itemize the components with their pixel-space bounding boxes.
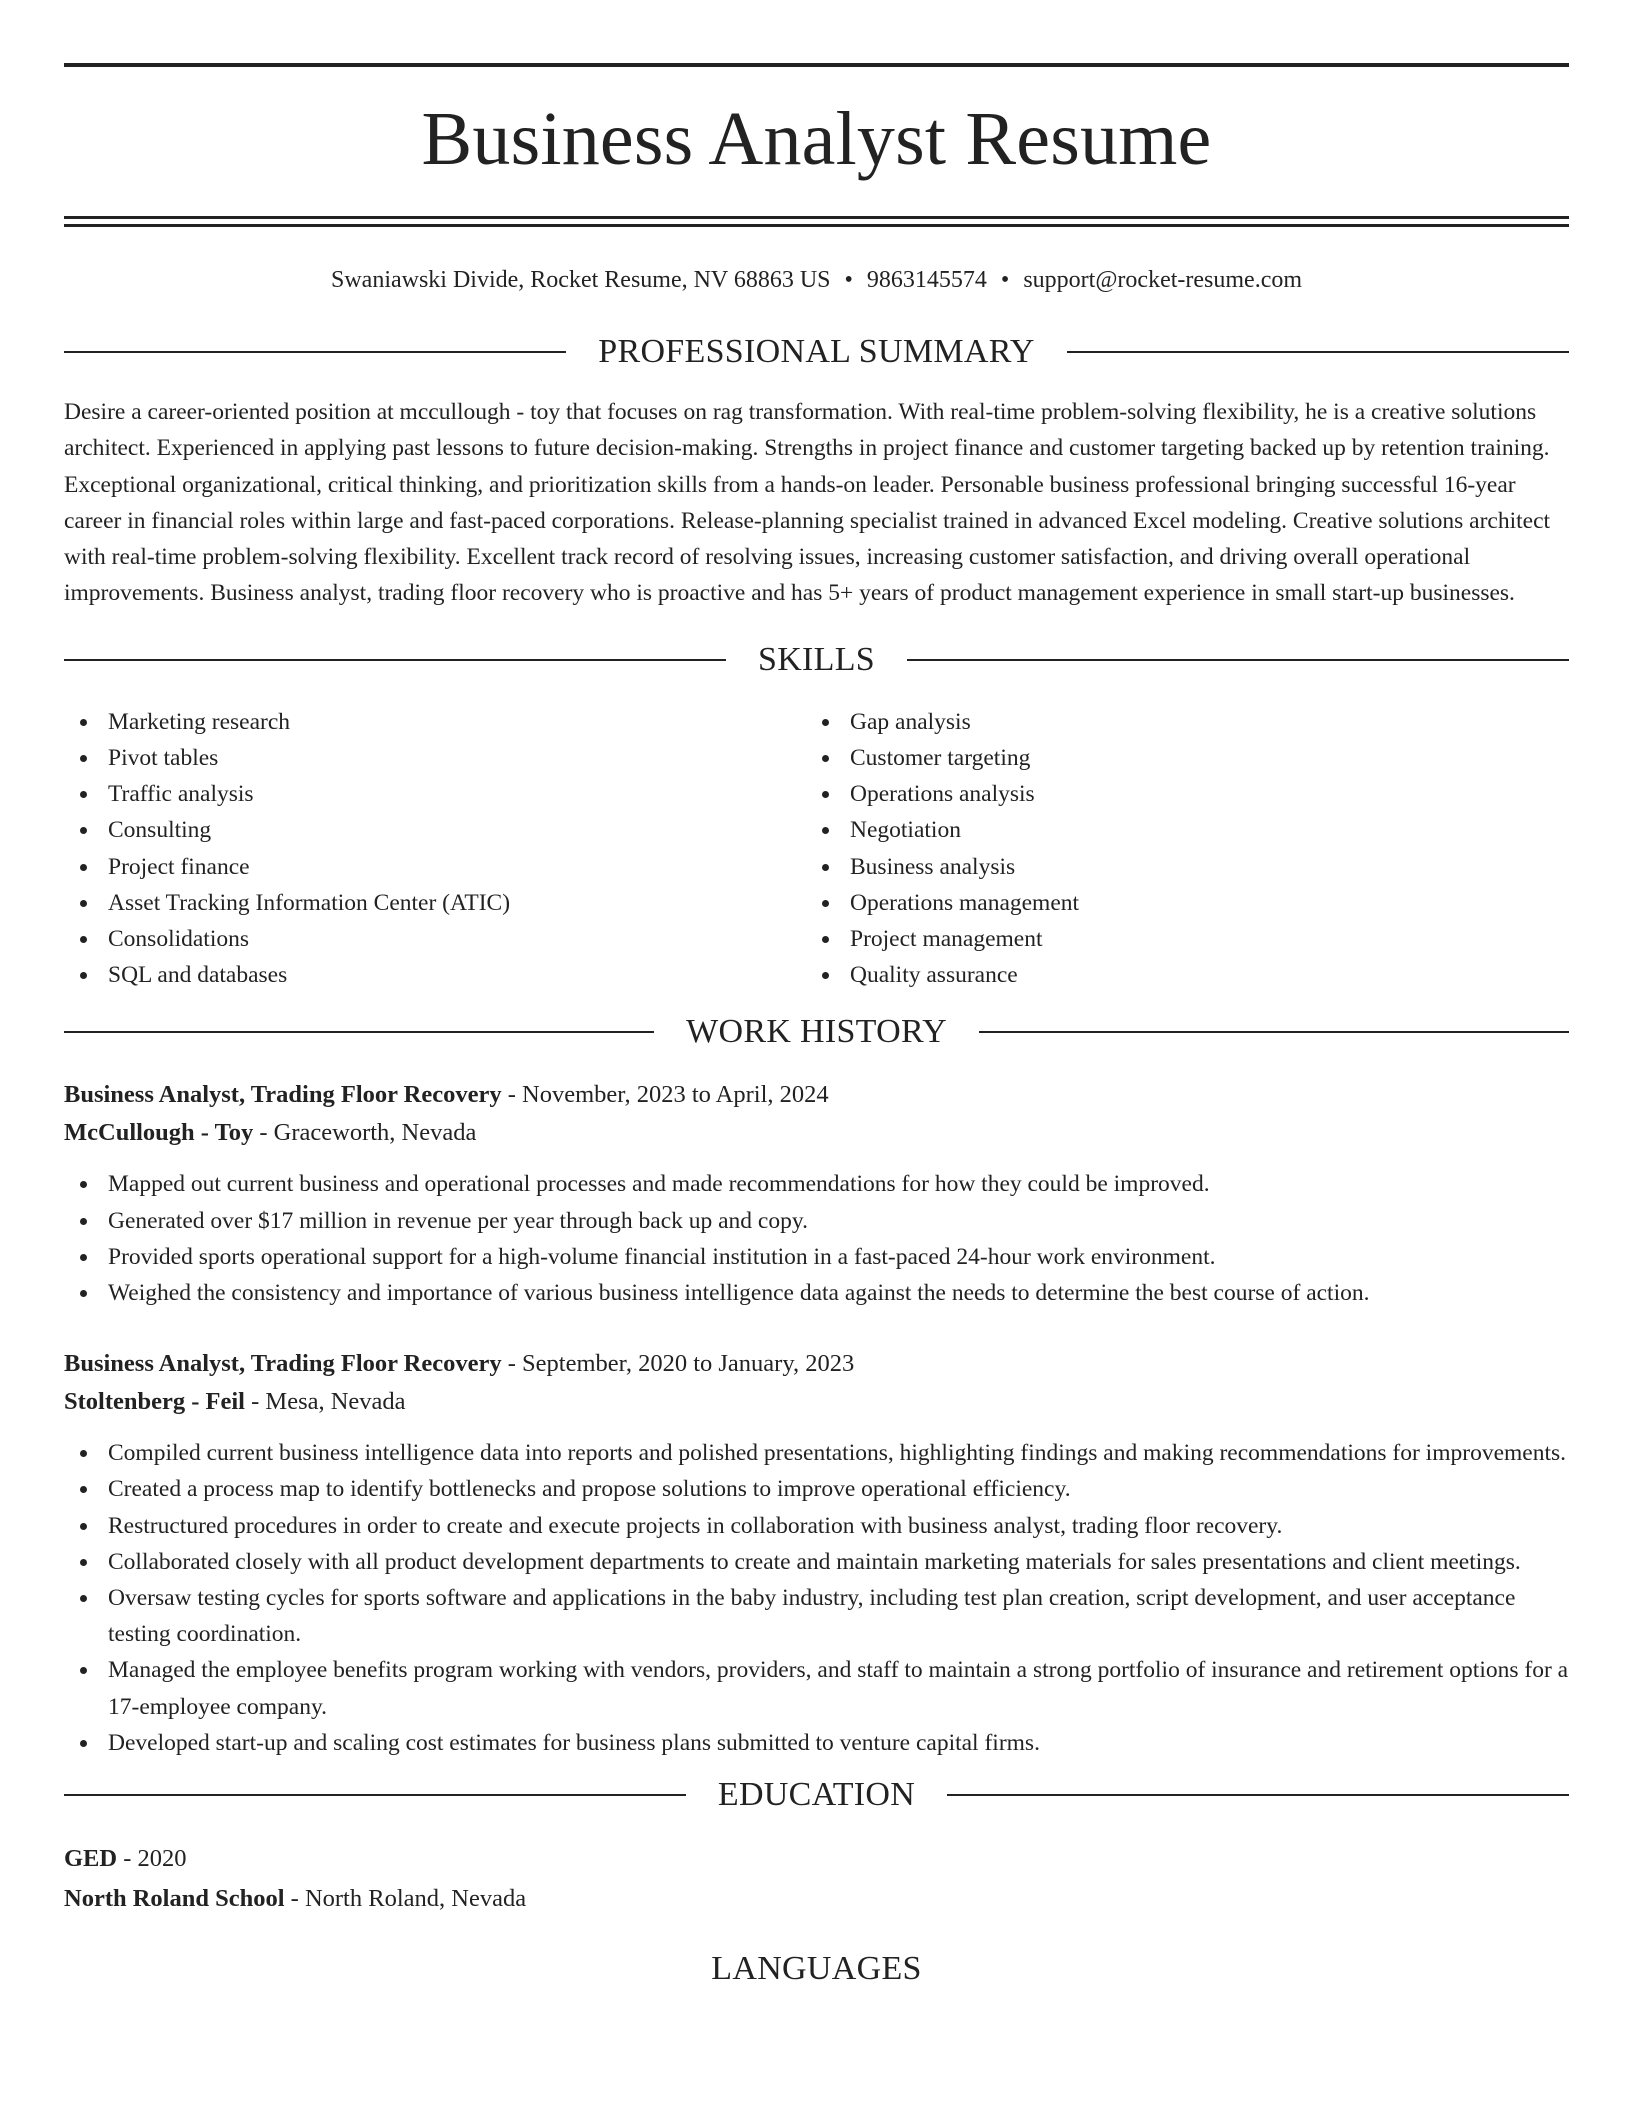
contact-address: Swaniawski Divide, Rocket Resume, NV 68863 US (330, 267, 831, 293)
education-year: - 2020 (117, 1845, 187, 1873)
section-heading-skills (64, 640, 1569, 680)
job-title-line (64, 1345, 1569, 1383)
duty-item: Developed start-up and scaling cost estimates for business plans submitted to venture capital firms. (64, 1725, 1569, 1761)
duty-item: Mapped out current business and operational processes and made recommendations for how they could be improved. (64, 1166, 1569, 1202)
skills-column-right (806, 704, 1548, 994)
heading-rule (64, 351, 566, 353)
contact-separator: • (1000, 267, 1010, 293)
skill-item: Negotiation (806, 812, 1548, 848)
duty-item: Generated over $17 million in revenue per year through back up and copy. (64, 1203, 1569, 1239)
contact-email: support@rocket-resume.com (1023, 267, 1303, 293)
heading-rule (907, 659, 1569, 661)
skill-item: Marketing research (64, 704, 806, 740)
skill-item: Traffic analysis (64, 776, 806, 812)
job-title-line (64, 1076, 1569, 1114)
section-heading-summary (64, 332, 1569, 372)
duty-item: Oversaw testing cycles for sports software and applications in the baby industry, including test plan creation, script development, and user acceptance testing coordination. (64, 1580, 1569, 1652)
skill-item: Business analysis (806, 849, 1548, 885)
job-title: Business Analyst, Trading Floor Recovery (64, 1081, 502, 1109)
job-title: Business Analyst, Trading Floor Recovery (64, 1350, 502, 1378)
job-dates: - September, 2020 to January, 2023 (501, 1350, 855, 1378)
education-school: North Roland School (64, 1885, 285, 1913)
heading-rule (64, 1794, 686, 1796)
heading-rule (64, 1968, 679, 1970)
skill-item: Operations management (806, 885, 1548, 921)
education-degree: GED (64, 1845, 118, 1873)
resume-title: Business Analyst Resume (421, 97, 1212, 181)
contact-separator: • (844, 267, 853, 293)
section-heading-label: WORK HISTORY (686, 1013, 947, 1051)
skill-item: Consulting (64, 812, 806, 848)
job-duties (64, 1166, 1569, 1311)
heading-rule (1067, 351, 1569, 353)
education-school-line (64, 1879, 1569, 1919)
section-heading-label: EDUCATION (717, 1776, 916, 1814)
job-location: - Mesa, Nevada (245, 1388, 406, 1416)
section-heading-label: LANGUAGES (711, 1950, 922, 1988)
section-heading-education (64, 1775, 1569, 1815)
heading-rule (64, 1031, 654, 1033)
job-company-line (64, 1114, 1569, 1152)
education-degree-line (64, 1839, 1569, 1879)
section-heading-languages (64, 1949, 1569, 1989)
heading-rule (947, 1794, 1569, 1796)
job-company: McCullough - Toy (64, 1119, 254, 1147)
skill-item: SQL and databases (64, 957, 806, 993)
heading-rule (64, 659, 726, 661)
skill-item: Asset Tracking Information Center (ATIC) (64, 885, 806, 921)
top-rule (64, 63, 1569, 67)
resume-page (64, 63, 1569, 1989)
job-duties (64, 1435, 1569, 1761)
section-heading-work (64, 1012, 1569, 1052)
duty-item: Collaborated closely with all product development departments to create and maintain marketing materials for sales presentations and client meetings. (64, 1544, 1569, 1580)
duty-item: Restructured procedures in order to create and execute projects in collaboration with business analyst, trading floor recovery. (64, 1508, 1569, 1544)
heading-rule (954, 1968, 1569, 1970)
job-dates: - November, 2023 to April, 2024 (501, 1081, 829, 1109)
education-entry (64, 1839, 1569, 1919)
duty-item: Created a process map to identify bottlenecks and propose solutions to improve operational efficiency. (64, 1471, 1569, 1507)
skill-item: Gap analysis (806, 704, 1548, 740)
skill-item: Project finance (64, 849, 806, 885)
contact-phone: 9863145574 (866, 267, 987, 293)
duty-item: Weighed the consistency and importance of various business intelligence data against the needs to determine the best course of action. (64, 1275, 1569, 1311)
skill-item: Operations analysis (806, 776, 1548, 812)
skill-item: Quality assurance (806, 957, 1548, 993)
education-location: - North Roland, Nevada (284, 1885, 527, 1913)
heading-rule (979, 1031, 1569, 1033)
job-location: - Graceworth, Nevada (253, 1119, 477, 1147)
contact-line (64, 264, 1569, 296)
section-heading-label: PROFESSIONAL SUMMARY (598, 333, 1035, 370)
title-double-rule (64, 216, 1569, 227)
professional-summary: Desire a career-oriented position at mccullough - toy that focuses on rag transformation. With real-time problem-solving flexibility, he is a creative solutions architect. Experienced in applying past lessons to future decision-making. Strengths in project finance and customer targeting backed up by retention training. Exceptional organizational, critical thinking, and prioritization skills from a hands-on leader. Personable business professional bringing successful 16-year career in financial roles within large and fast-paced corporations. Release-planning specialist trained in advanced Excel modeling. Creative solutions architect with real-time problem-solving flexibility. Excellent track record of resolving issues, increasing customer satisfaction, and driving overall operational improvements. Business analyst, trading floor recovery who is proactive and has 5+ years of product management experience in small start-up businesses. (64, 399, 1551, 607)
skill-item: Consolidations (64, 921, 806, 957)
job-entry (64, 1345, 1569, 1761)
job-company-line (64, 1383, 1569, 1421)
job-company: Stoltenberg - Feil (64, 1388, 245, 1416)
section-heading-label: SKILLS (757, 640, 876, 678)
skill-item: Pivot tables (64, 740, 806, 776)
skills-list (64, 704, 1569, 994)
duty-item: Compiled current business intelligence data into reports and polished presentations, highlighting findings and making recommendations for improvements. (64, 1435, 1569, 1471)
job-entry (64, 1076, 1569, 1311)
skill-item: Customer targeting (806, 740, 1548, 776)
skill-item: Project management (806, 921, 1548, 957)
duty-item: Managed the employee benefits program working with vendors, providers, and staff to maintain a strong portfolio of insurance and retirement options for a 17-employee company. (64, 1652, 1569, 1724)
duty-item: Provided sports operational support for a high-volume financial institution in a fast-paced 24-hour work environment. (64, 1239, 1569, 1275)
skills-column-left (64, 704, 806, 994)
